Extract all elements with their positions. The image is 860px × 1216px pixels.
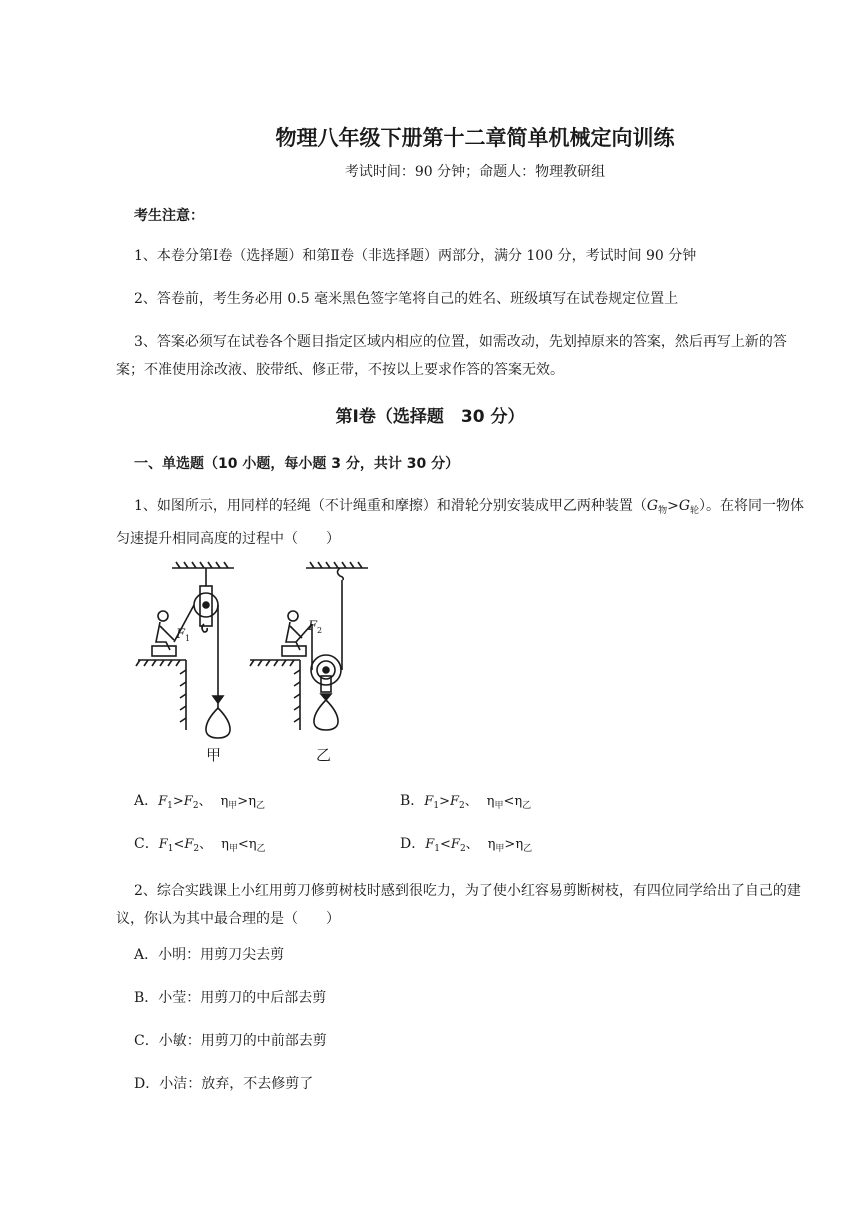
f2-sub: 2	[317, 626, 323, 635]
person-right	[282, 611, 306, 656]
notice-item-3: 3、答案必须写在试卷各个题目指定区域内相应的位置，如需改动，先划掉原来的答案，然后再写上新的答案；不准使用涂改液、胶带纸、修正带，不按以上要求作答的答案无效。	[116, 334, 787, 378]
ceiling-right	[306, 562, 368, 580]
movable-pulley-right	[296, 580, 342, 730]
q2-option-c[interactable]: C．小敏：用剪刀的中前部去剪	[134, 1033, 327, 1049]
ground-left	[136, 660, 186, 730]
notice-item-1: 1、本卷分第Ⅰ卷（选择题）和第Ⅱ卷（非选择题）两部分，满分 100 分，考试时间 90 分钟	[134, 248, 697, 264]
fixed-pulley-left	[174, 568, 230, 738]
q1-option-d[interactable]: D．$F_1<F_2$、 $\eta_甲>\eta_乙$	[400, 836, 533, 854]
figure-label-yi: 乙	[316, 746, 332, 764]
q1-option-b[interactable]: B．$F_1>F_2$、 $\eta_甲<\eta_乙$	[400, 793, 532, 811]
f2-label: F	[308, 619, 318, 634]
question-2-stem: 2、综合实践课上小红用剪刀修剪树枝时感到很吃力，为了使小红容易剪断树枝，有四位同学给出了自己的建议，你认为其中最合理的是（ ）	[116, 883, 801, 927]
exam-info: 考试时间：90 分钟；命题人：物理教研组	[344, 164, 606, 180]
f1-label: F	[176, 627, 186, 642]
ground-right	[250, 660, 300, 730]
q1-option-c[interactable]: C．$F_1<F_2$、 $\eta_甲<\eta_乙$	[134, 836, 266, 854]
notice-heading: 考生注意：	[134, 208, 204, 224]
figure-label-jia: 甲	[206, 746, 222, 764]
question-1-stem: 1、如图所示，用同样的轻绳（不计绳重和摩擦）和滑轮分别安装成甲乙两种装置$(G_物>G_轮)$。在将同一物体匀速提升相同高度的过程中（ ）	[116, 498, 805, 547]
part-heading: 一、单选题（10 小题，每小题 3 分，共计 30 分）	[134, 456, 460, 472]
section-title: 第Ⅰ卷（选择题 30 分）	[335, 407, 525, 427]
notice-item-2: 2、答卷前，考生务必用 0.5 毫米黑色签字笔将自己的姓名、班级填写在试卷规定位置上	[134, 291, 679, 307]
person-left	[152, 611, 176, 656]
ceiling-left	[172, 562, 234, 568]
f1-sub: 1	[185, 634, 191, 643]
q2-option-d[interactable]: D．小洁：放弃，不去修剪了	[134, 1076, 314, 1092]
page-title: 物理八年级下册第十二章简单机械定向训练	[275, 126, 675, 150]
q2-option-a[interactable]: A．小明：用剪刀尖去剪	[134, 947, 285, 963]
q1-option-a[interactable]: A．$F_1>F_2$、 $\eta_甲>\eta_乙$	[134, 793, 266, 811]
pulley-figure	[130, 558, 390, 770]
q2-option-b[interactable]: B．小莹：用剪刀的中后部去剪	[134, 990, 327, 1006]
